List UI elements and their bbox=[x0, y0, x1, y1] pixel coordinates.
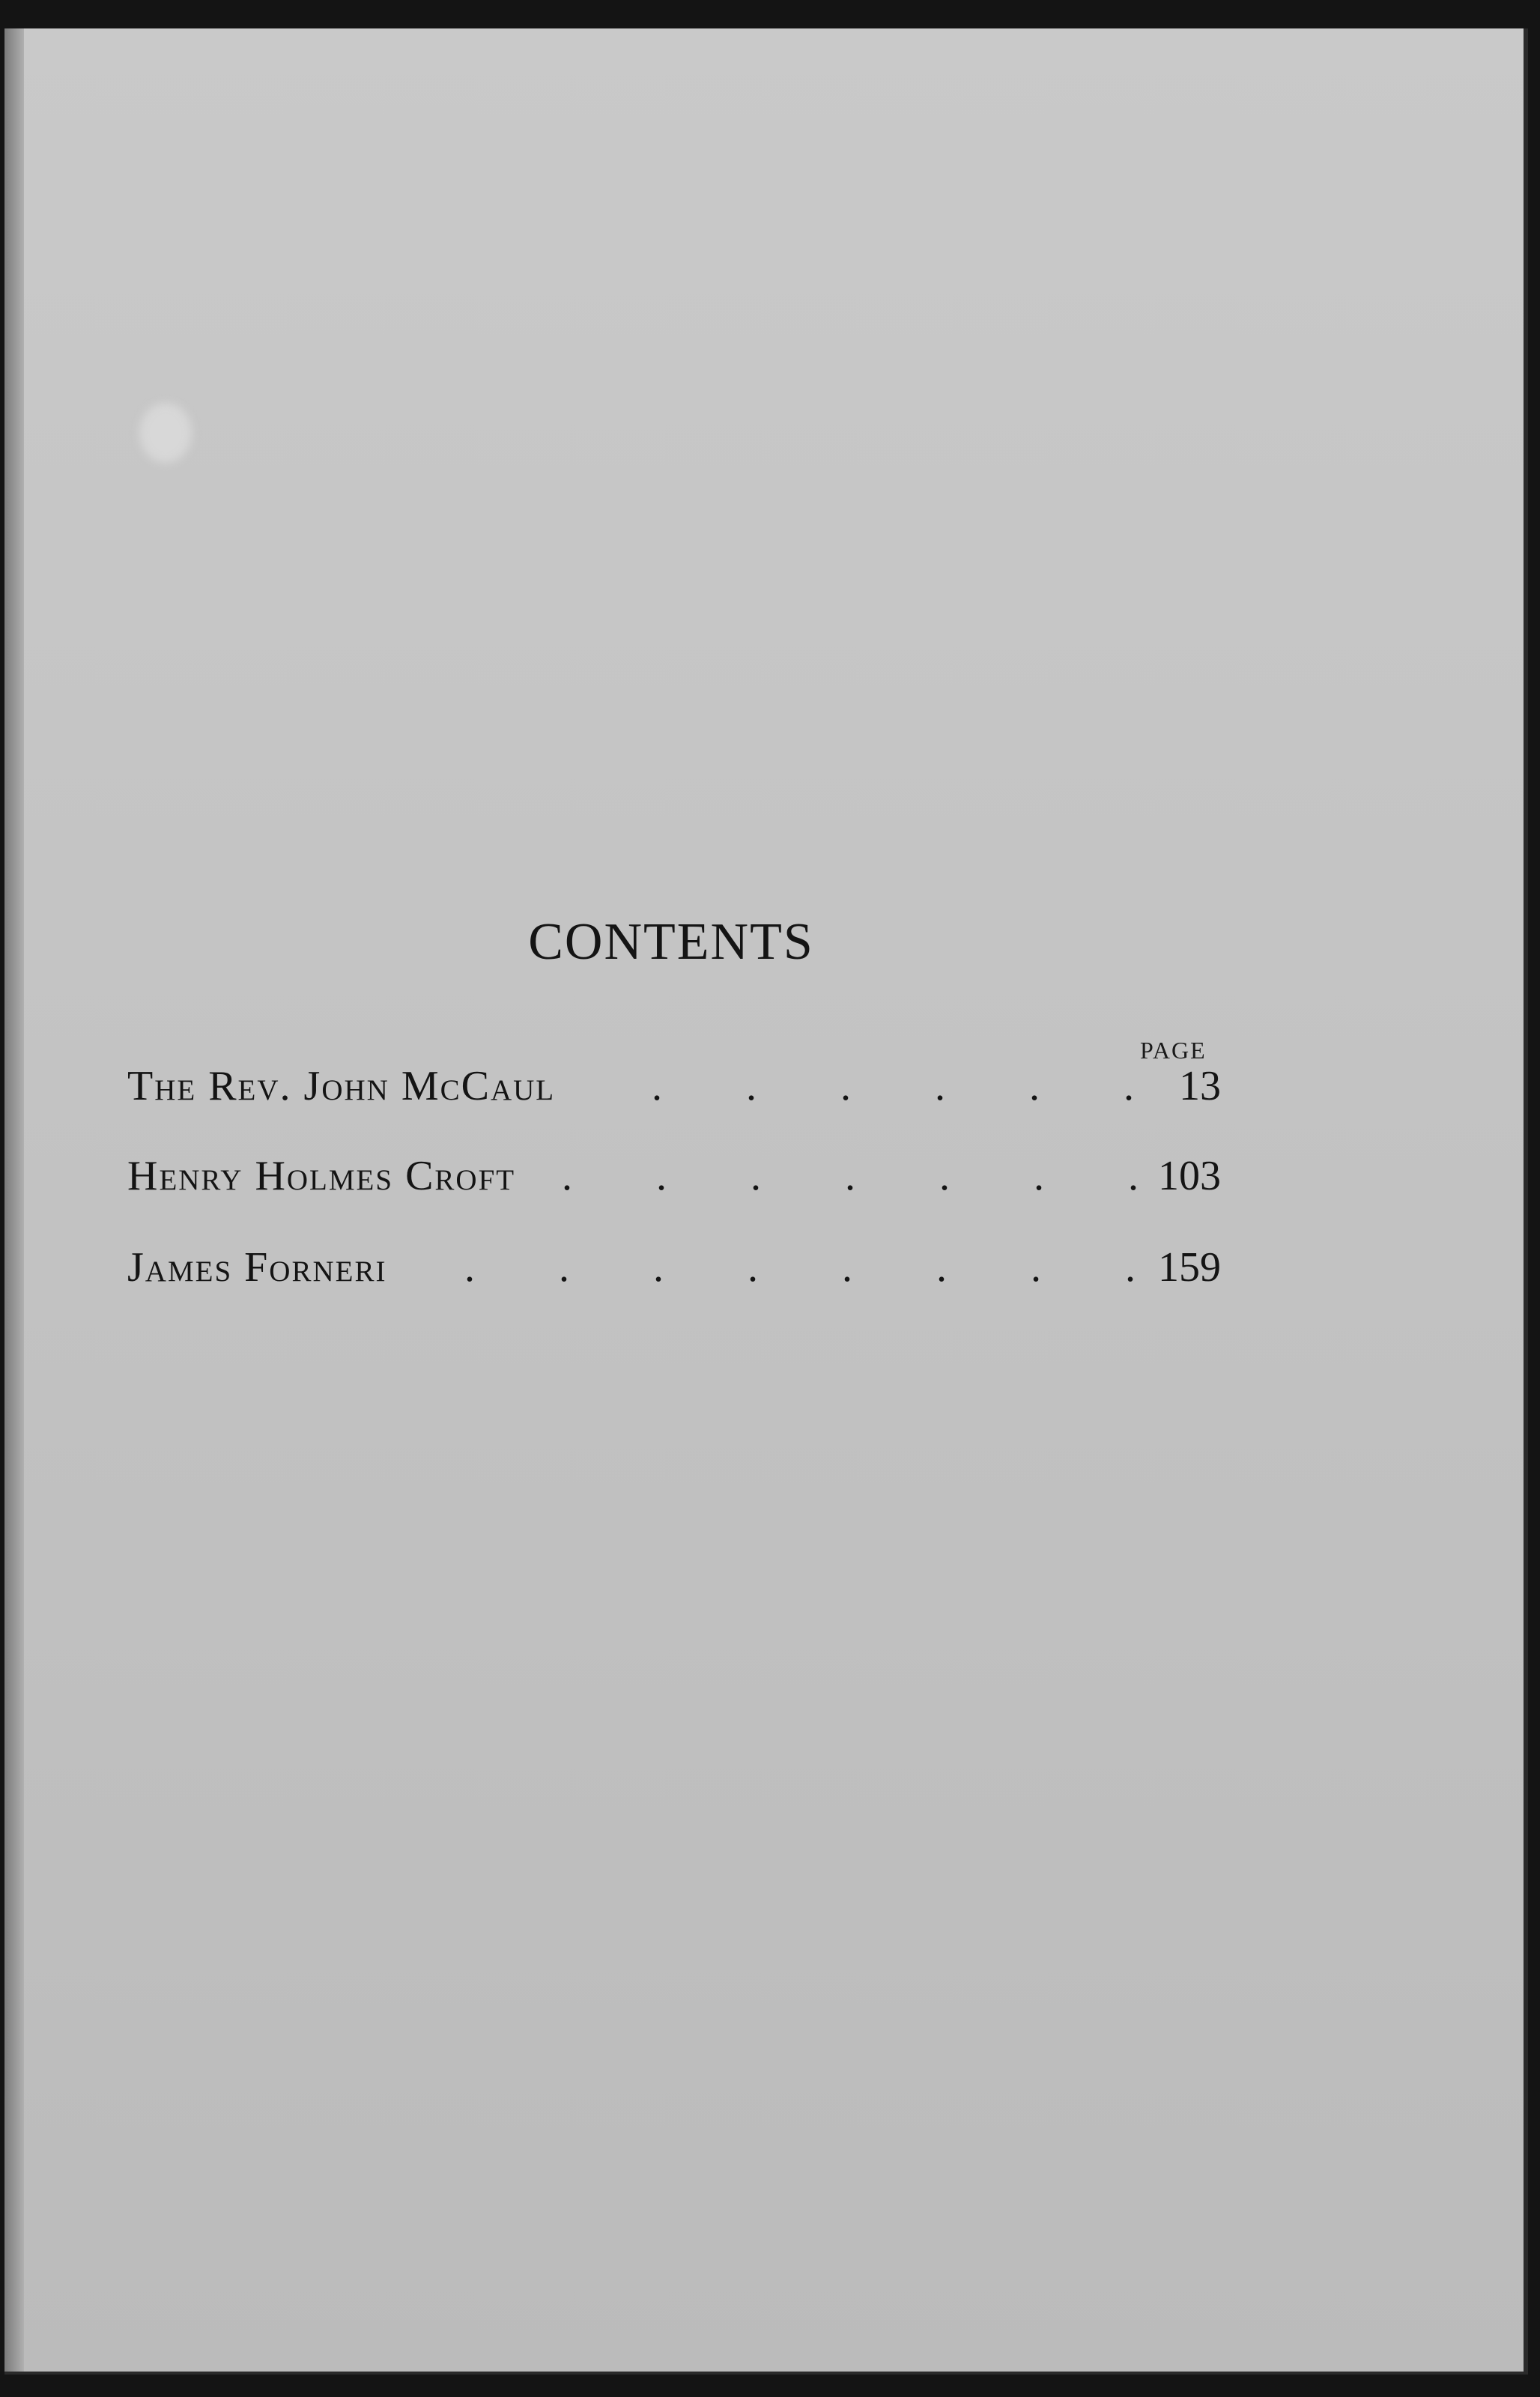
dot-leader: . . . . . . bbox=[652, 1063, 1134, 1109]
dot-leader: . . . . . . . bbox=[562, 1153, 1139, 1199]
contents-heading: CONTENTS bbox=[528, 913, 814, 971]
toc-entry-page: 13 bbox=[1179, 1063, 1221, 1109]
toc-entry-page: 103 bbox=[1158, 1153, 1221, 1199]
toc-entry-title: James Forneri bbox=[127, 1244, 387, 1291]
toc-entry bbox=[127, 1243, 1221, 1303]
book-page bbox=[4, 28, 1528, 2375]
toc-entry-page: 159 bbox=[1158, 1244, 1221, 1291]
page-left-edge bbox=[4, 28, 24, 2372]
toc-entry-title: The Rev. John McCaul bbox=[127, 1063, 556, 1109]
toc-entry-title: Henry Holmes Croft bbox=[127, 1153, 516, 1199]
dot-leader: . . . . . . . . bbox=[464, 1244, 1136, 1291]
toc-entry bbox=[127, 1152, 1221, 1212]
paper-blemish bbox=[139, 403, 192, 463]
page-column-label: PAGE bbox=[1140, 1037, 1207, 1064]
toc-entry bbox=[127, 1062, 1221, 1122]
